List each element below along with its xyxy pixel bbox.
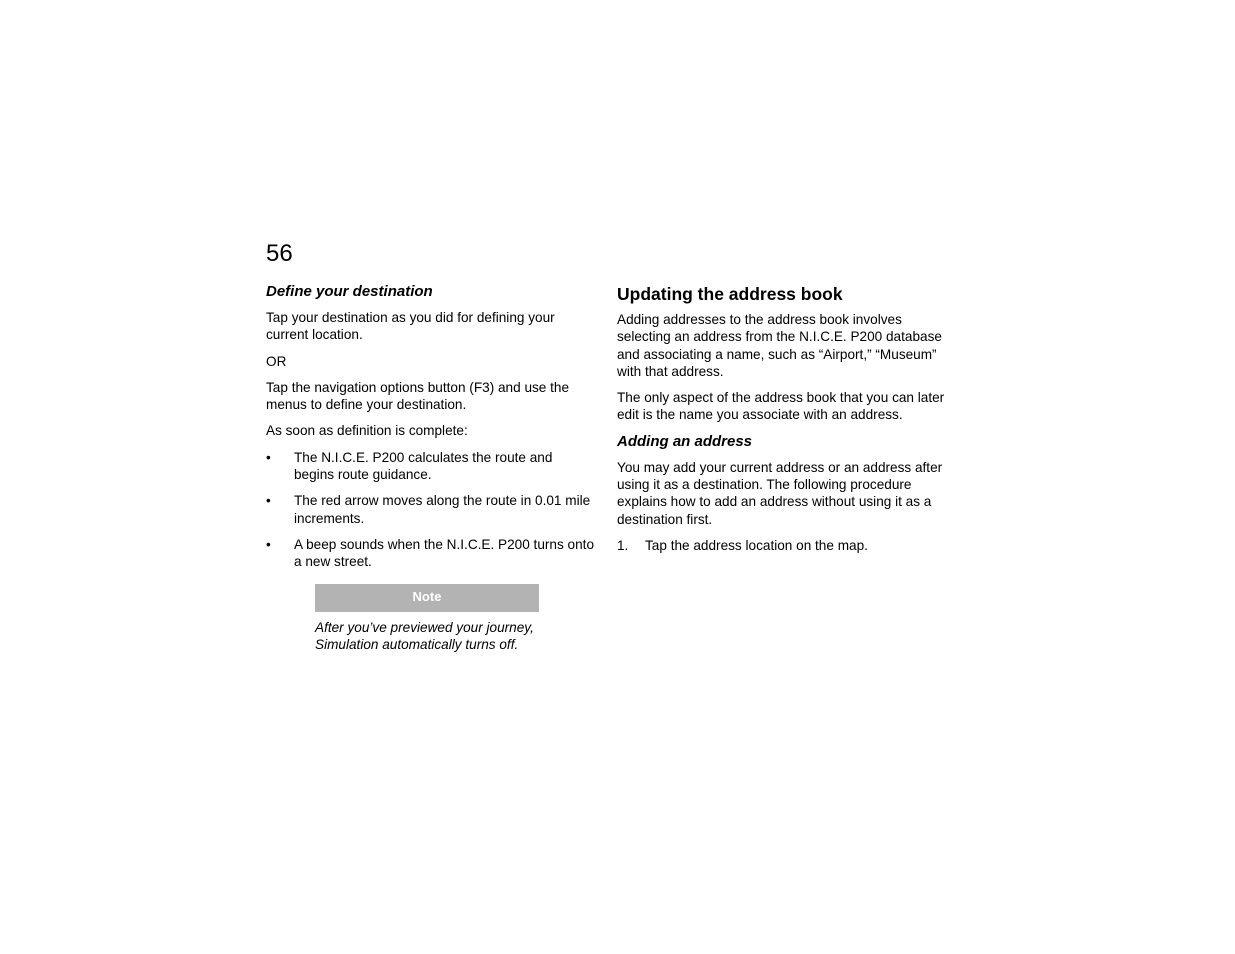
right-paragraph-1: Adding addresses to the address book involves selecting an address from the N.I.C.E. P200 database and associating a name, such as “Airport,” “Museum” with that address. (617, 312, 942, 379)
adding-address-subheading: Adding an address (617, 432, 753, 450)
or-text: OR (266, 353, 287, 369)
procedure-steps (617, 537, 947, 554)
define-destination-subheading: Define your destination (266, 283, 433, 300)
bullet-text: The N.I.C.E. P200 calculates the route and begins route guidance. (294, 449, 553, 483)
bullet-marker: • (266, 493, 271, 509)
note-box (315, 584, 539, 654)
step-number: 1. (617, 537, 629, 553)
bullet-item (266, 536, 596, 571)
left-paragraph-1: Tap your destination as you did for defining your current location. (266, 310, 555, 343)
left-paragraph-2: Tap the navigation options button (F3) and use the menus to define your destination. (266, 379, 570, 413)
bullet-marker: • (266, 536, 271, 552)
step-item (617, 537, 947, 554)
page-number: 56 (266, 240, 293, 267)
bullet-item (266, 492, 596, 527)
address-book-heading: Updating the address book (617, 284, 843, 304)
bullet-marker: • (266, 449, 271, 465)
right-paragraph-2: The only aspect of the address book that you can later edit is the name you associate with an address. (617, 390, 945, 423)
left-column (266, 283, 596, 653)
note-text: After you’ve previewed your journey, Simulation automatically turns off. (315, 619, 534, 652)
bullet-text: The red arrow moves along the route in 0.01 mile increments. (294, 493, 591, 526)
left-paragraph-3: As soon as definition is complete: (266, 423, 468, 439)
result-bullet-list (266, 449, 596, 571)
bullet-item (266, 449, 596, 484)
right-paragraph-3: You may add your current address or an address after using it as a destination. The following procedure explains how to add an address without using it as a destination first. (617, 459, 943, 527)
step-text: Tap the address location on the map. (645, 537, 868, 553)
bullet-text: A beep sounds when the N.I.C.E. P200 turns onto a new street. (294, 536, 595, 570)
note-label: Note (315, 584, 539, 612)
right-column (617, 283, 947, 563)
